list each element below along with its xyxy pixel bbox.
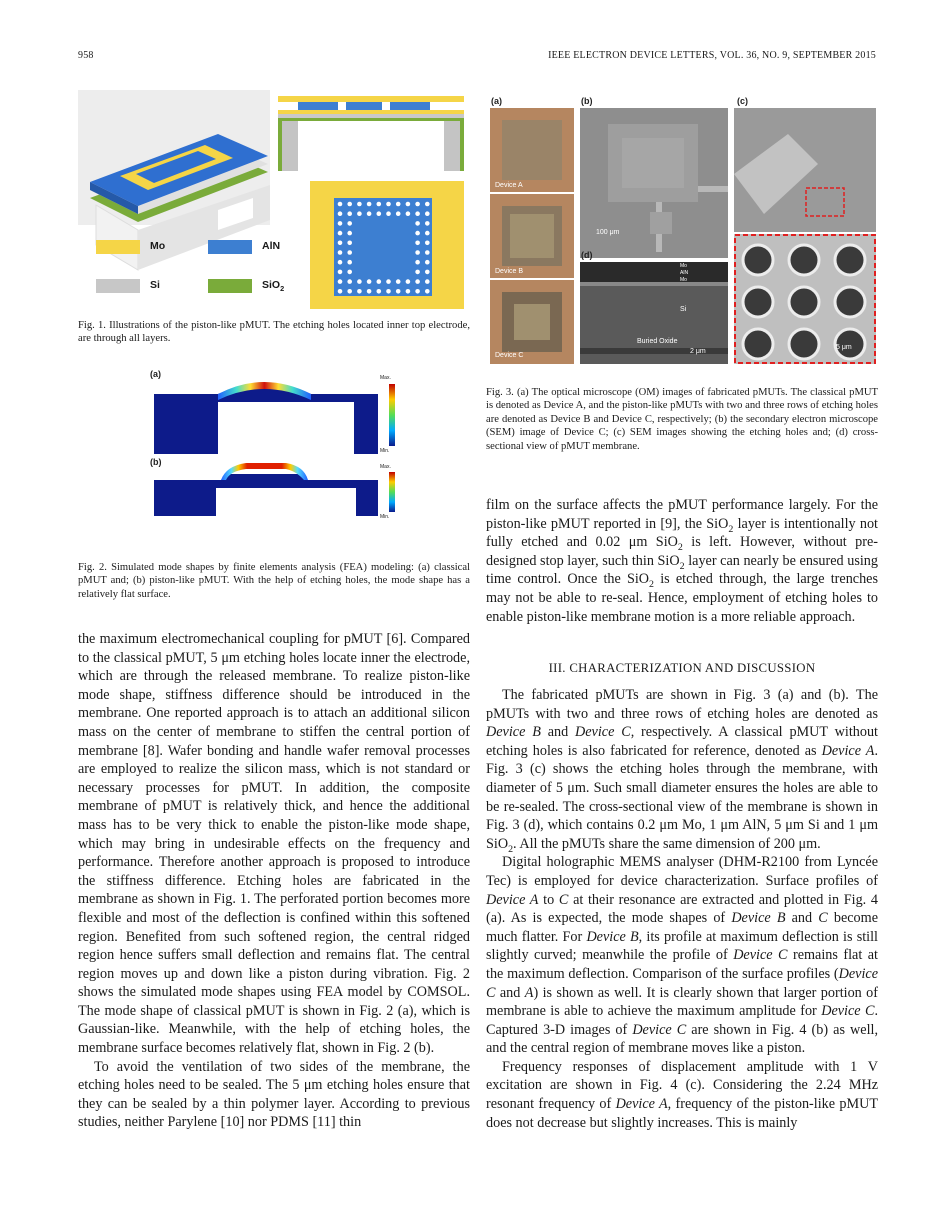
etching-hole [338,270,343,275]
section-heading: III. CHARACTERIZATION AND DISCUSSION [548,661,816,675]
etching-hole [377,202,382,207]
etching-hole [396,202,401,207]
etching-hole [367,202,372,207]
legend-swatch-sio2 [208,279,252,293]
fig2b-piston-model [154,474,378,516]
etching-hole [347,260,352,265]
etching-hole [425,202,430,207]
etching-hole [425,289,430,294]
legend-label-aln: AlN [262,240,281,252]
fig1-cross-section [278,96,464,171]
etching-hole [406,211,411,216]
right-paragraph-3: Digital holographic MEMS analyser (DHM-R2100 from Lyncée Tec) is employed for device characterization. Surface profiles of Device A to C at their resonance are extracted and plotted in Fig. 4 (a). As is expected, the mode shapes of Device B and C become much flatter. For Device B, its profile at maximum deflection is still slightly curved; meanwhile the profile of Device C remains flat at the maximum deflection. Comparison of the surface profiles (Device C and A) is shown as well. It is clearly shown that larger portion of membrane is able to achieve the maximum amplitude for Device C. Captured 3-D images of Device C are shown in Fig. 4 (b) as well, and the central region of membrane moves like a piston. [486,854,879,1057]
etching-hole [425,260,430,265]
etching-hole [386,279,391,284]
etching-hole [338,241,343,246]
sem-hole [743,245,773,275]
fig3d-layer-si: Si [680,306,687,313]
fig2a-colorbar [389,384,395,446]
fig3-device-b-label: Device B [495,268,524,275]
left-paragraph-1: the maximum electromechanical coupling for pMUT [6]. Compared to the classical pMUT, 5 μm etching holes locate inner the electrode, which are through the released membrane. To realize piston-like mode shape, stiffness difference should be introduced in the membrane. One reported approach is to attach an additional silicon mass on the center of membrane to stiffen the central portion of membrane [8]. Wafer bonding and handle wafer removal processes are employed to realize the silicon mass, which is not standard or necessary processes for pMUT. In addition, the composite membrane of pMUT is relatively thick, and hence the additional mass has to be very thick to enable the piston-like mode shape, which may bring in undesirable effects on the frequency and performance. Therefore another approach is proposed to introduce the stiffness difference. Etching holes are fabricated in the membrane as shown in Fig. 1. The perforated portion becomes more flexible and most of the deflection is confined within this softened region. Benefited from such softened region, the central ridged region hence suffers small deflection and remains flat. The central region moves up and down like a piston during vibration. Fig. 2 shows the simulated mode shapes using FEA model by COMSOL. The mode shape of classical pMUT is shown in Fig. 2 (a), which is Gaussian-like. Meanwhile, with the help of etching holes, the membrane surface becomes relatively flat, shown in Fig. 2 (b). [78,631,470,1057]
left-paragraph-2: To avoid the ventilation of two sides of the membrane, the etching holes need to be sealed. The 5 μm etching holes ensure that they can be sealed by a thin polymer layer. According to previous studies, neither Parylene [10] nor PDMS [11] thin [78,1058,470,1131]
fig3d-layer-oxide: Buried Oxide [637,338,678,345]
etching-hole [347,202,352,207]
legend-label-si: Si [150,279,160,291]
etching-hole [357,289,362,294]
etching-hole [425,211,430,216]
fig2b-colorbar-max: Max. [380,464,391,470]
legend-swatch-aln [208,240,252,254]
etching-hole [377,211,382,216]
fig3-panel-c-label: (c) [737,96,748,106]
etching-hole [367,211,372,216]
etching-hole [347,270,352,275]
sem-hole [789,245,819,275]
fig3d-scale-bar: 2 μm [690,348,706,355]
right-paragraph-2: The fabricated pMUTs are shown in Fig. 3 (a) and (b). The pMUTs with two and three rows of etching holes are denoted as Device B and Device C, respectively. A classical pMUT without etching holes is also fabricated for reference, denoted as Device A. Fig. 3 (c) shows the etching holes through the membrane, with diameter of 5 μm. Such small diameter ensures the holes are able to be re-sealed. The cross-sectional view of the membrane is shown in Fig. 3 (d), which contains 0.2 μm Mo, 1 μm AlN, 5 μm Si and 1 μm SiO$_2$. All the pMUTs share the same dimension of 200 μm. [486,687,878,855]
fig3c-scale-bar: 5 μm [836,344,852,351]
etching-hole [347,231,352,236]
fig3-device-c-label: Device C [495,352,524,359]
etching-hole [425,231,430,236]
etching-hole [415,289,420,294]
etching-hole [377,279,382,284]
right-paragraph-1: film on the surface affects the pMUT performance largely. For the piston-like pMUT reported in [9], the SiO$_2$ layer is intentionally not fully etched and 0.02 μm SiO$_2$ is left. However, without pre-designed stop layer, such thin SiO$_2$ layer can nearly be ensured using time control. Once the SiO$_2$ is etched through, the large trenches may not be able to re-seal. Hence, employment of etching holes to enable piston-like membrane motion is a more reliable approach. [486,497,878,625]
etching-hole [338,231,343,236]
page-number: 958 [78,50,94,61]
etching-hole [357,211,362,216]
sem-hole [743,329,773,359]
etching-hole [415,250,420,255]
etching-hole [386,202,391,207]
fig3d-layer-mo-top: Mo [680,263,687,269]
fig3a-om-images [490,108,574,364]
legend-label-sio2: SiO$_2$ [262,279,285,294]
sem-hole [789,329,819,359]
fig3-device-a-label: Device A [495,182,523,189]
etching-hole [338,221,343,226]
etching-hole [415,211,420,216]
figure-3 [488,94,878,364]
etching-hole [415,241,420,246]
etching-hole [377,289,382,294]
etching-hole [396,289,401,294]
etching-hole [338,250,343,255]
etching-hole [415,260,420,265]
etching-hole [367,289,372,294]
fig2-panel-b-label: (b) [150,457,162,467]
etching-hole [357,279,362,284]
etching-hole [396,279,401,284]
etching-hole [338,211,343,216]
etching-hole [425,221,430,226]
etching-hole [415,221,420,226]
etching-hole [367,279,372,284]
etching-hole [338,202,343,207]
etching-hole [406,289,411,294]
etching-hole [425,279,430,284]
etching-hole [347,279,352,284]
fig3-caption: Fig. 3. (a) The optical microscope (OM) images of fabricated pMUTs. The classical pMUT is denoted as Device A, and the piston-like pMUTs with two and three rows of etching holes are denoted as Device B and Device C, respectively; (b) the secondary electron microscope (SEM) image of Device C; (c) SEM images showing the etching holes and; (d) cross-sectional view of pMUT membrane. [486,387,878,452]
etching-hole [406,279,411,284]
etching-hole [338,279,343,284]
figure-2 [146,368,406,518]
etching-hole [338,289,343,294]
fig2b-colorbar-min: Min. [380,514,390,520]
fig3d-layer-aln: AlN [680,270,689,276]
etching-hole [347,211,352,216]
fig3-panel-a-label: (a) [491,96,502,106]
etching-hole [338,260,343,265]
fig2a-colorbar-min: Min. [380,448,390,454]
running-header: IEEE ELECTRON DEVICE LETTERS, VOL. 36, NO. 9, SEPTEMBER 2015 [548,50,876,61]
etching-hole [425,250,430,255]
fig2a-classical-model [154,383,378,454]
etching-hole [415,270,420,275]
legend-label-mo: Mo [150,240,166,252]
left-column-text [78,630,470,1132]
fig2b-colorbar [389,472,395,512]
fig1-caption: Fig. 1. Illustrations of the piston-like pMUT. The etching holes located inner top electrode, are through all layers. [78,320,470,345]
fig3-panel-b-label: (b) [581,96,593,106]
etching-hole [415,231,420,236]
fig2a-colorbar-max: Max. [380,375,391,381]
right-column-text-top [486,496,878,626]
fig1-top-view [310,181,464,309]
etching-hole [347,241,352,246]
etching-hole [357,202,362,207]
legend-swatch-mo [96,240,140,254]
fig3b-scale-bar: 100 μm [596,229,620,236]
etching-hole [415,279,420,284]
fig3c-sem-images [734,108,876,364]
etching-hole [347,250,352,255]
etching-hole [386,289,391,294]
right-column-text-bottom [486,686,878,1132]
fig3-panel-d-label: (d) [581,250,593,260]
fig3d-layer-mo-bottom: Mo [680,277,687,283]
sem-hole [789,287,819,317]
sem-hole [835,287,865,317]
etching-hole [347,289,352,294]
etching-hole [425,241,430,246]
sem-hole [743,287,773,317]
etching-hole [396,211,401,216]
legend-swatch-si [96,279,140,293]
fig2-caption: Fig. 2. Simulated mode shapes by finite elements analysis (FEA) modeling: (a) classical pMUT and; (b) piston-like pMUT. With the help of etching holes, the mode shape has a relatively flat surface. [78,562,470,600]
sem-hole [835,245,865,275]
fig2-panel-a-label: (a) [150,369,161,379]
etching-hole [386,211,391,216]
etching-hole [415,202,420,207]
etching-hole [406,202,411,207]
etching-hole [425,270,430,275]
right-paragraph-4: Frequency responses of displacement amplitude with 1 V excitation are shown in Fig. 4 (c). Considering the 2.24 MHz resonant frequency of Device A, frequency of the piston-like pMUT does not decrease but slightly increases. This is mainly [486,1058,878,1131]
etching-hole [347,221,352,226]
